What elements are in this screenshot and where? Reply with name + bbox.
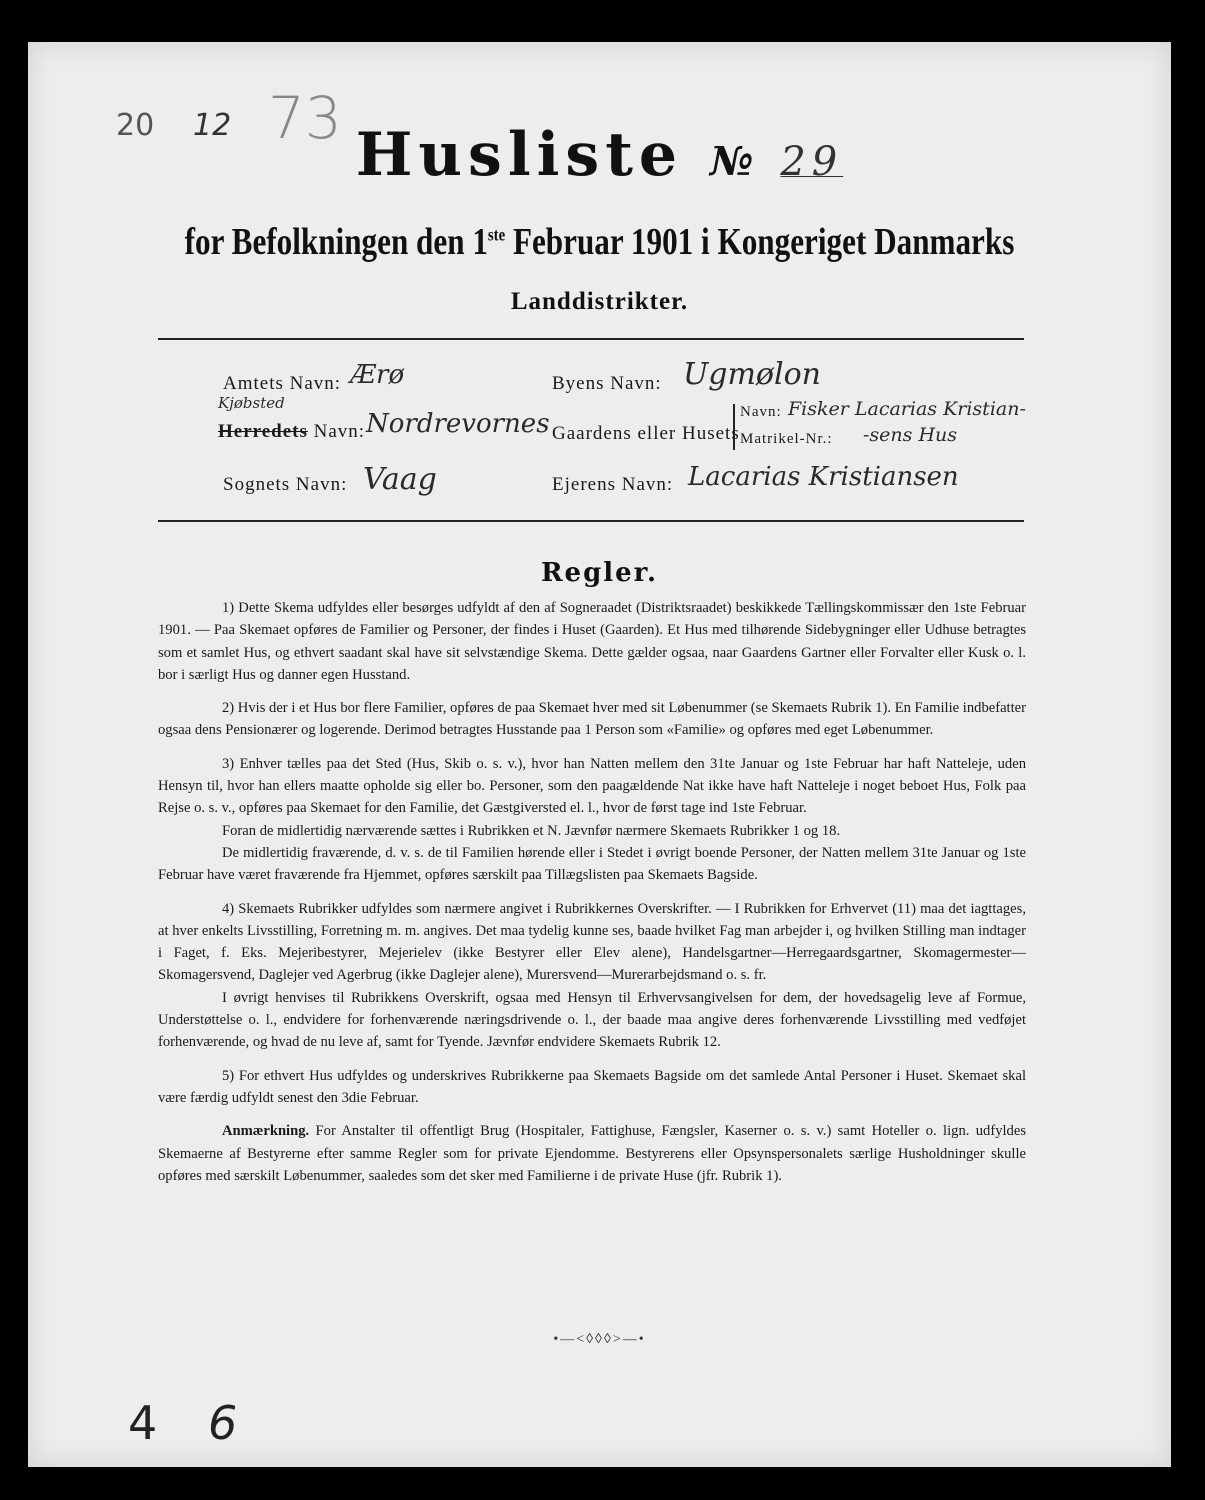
matrikel-label: Matrikel-Nr.:	[740, 431, 833, 447]
herred-label-struck: Herredets	[218, 421, 308, 442]
note-lead: Anmærkning.	[222, 1123, 310, 1140]
sogn-value: Vaag	[363, 462, 437, 497]
form-title	[28, 120, 1171, 190]
top-divider	[158, 338, 1024, 340]
ornament-divider: •—<◊◊◊>—•	[553, 1332, 646, 1347]
amt-label: Amtets Navn:	[223, 373, 342, 394]
herred-value: Nordrevornes	[366, 409, 550, 439]
amt-value: Ærø	[350, 360, 405, 390]
ejer-label: Ejerens Navn:	[552, 474, 674, 495]
archive-note-4: 4	[128, 1396, 158, 1450]
bottom-divider	[158, 520, 1024, 522]
rule-3c: De midlertidig fraværende, d. v. s. de til Familien hørende eller i Stedet i øvrigt boende Personer, der Natten mellem 31te Januar og 1ste Februar have været fraværende fra Hjemmet, opføres særskilt paa Tillægslisten paa Skemaets Bagside.	[158, 844, 1026, 884]
rule-3b: Foran de midlertidig nærværende sættes i Rubrikken et N. Jævnfør nærmere Skemaets Rubrikker 1 og 18.	[222, 822, 841, 839]
number-sign: №	[709, 138, 754, 185]
ejer-value: Lacarias Kristiansen	[688, 462, 959, 492]
byens-label: Byens Navn:	[552, 373, 662, 394]
byens-value: Ugmølon	[683, 357, 821, 392]
archive-note-20: 20	[116, 108, 155, 143]
subtitle-post: Februar 1901 i Kongeriget Danmarks	[505, 221, 1015, 263]
form-subtitle	[131, 220, 1068, 264]
census-form-page	[28, 42, 1171, 1467]
rule-3: 3) Enhver tælles paa det Sted (Hus, Skib o. s. v.), hvor han Natten mellem den 31te Januar og 1ste Februar har haft Natteleje, uden Hensyn til, hvor han ellers maatte opholde sig eller bo. Personer, som den paagældende Nat ikke have haft Natteleje i noget beboet Hus, Folk paa Rejse o. s. v., opføres paa Skemaet for den Familie, det Gæstgiversted el. l., hvor de først tage ind 1ste Februar.	[158, 755, 1026, 817]
archive-note-6: 6	[208, 1396, 238, 1450]
gaard-navn-label: Navn:	[740, 404, 782, 420]
subtitle-sup: ste	[487, 224, 506, 245]
house-number: 29	[780, 139, 844, 185]
gaard-navn-value: Fisker Lacarias Kristian-	[788, 398, 1026, 420]
rule-4b: I øvrigt henvises til Rubrikkens Overskrift, ogsaa med Hensyn til Erhvervsangivelsen for dem, der hovedsagelig leve af Formue, Understøttelse o. l., endvidere for forhenværende næringsdrivende o. l., der baade maa angive deres forhenværende Livsstilling med vedføjet forhenværende, og hvad de nu leve af, samt for Tyende. Jævnfør endvidere Skemaets Rubrik 12.	[158, 989, 1026, 1051]
herred-label-navn: Navn:	[307, 421, 366, 442]
rule-note	[158, 1120, 1026, 1187]
rule-5: 5) For ethvert Hus udfyldes og underskrives Rubrikkerne paa Skemaets Bagside om det samlede Antal Personer i Huset. Skemaet skal være færdig udfyldt senest den 3die Februar.	[158, 1067, 1026, 1106]
matrikel-value: -sens Hus	[863, 424, 957, 446]
archive-note-73: 73	[268, 84, 342, 152]
note-text: For Anstalter til offentligt Brug (Hospitaler, Fattighuse, Fængsler, Kaserner o. s. v.) samt Hoteller o. lign. udfyldes Skemaerne af Bestyrerne efter samme Regler som for private Ejendomme. Bestyrerens eller Opsynspersonalets særlige Husholdninger skulle opføres med særskilt Løbenummer, saaledes som det sker med Familierne i de private Huse (jfr. Rubrik 1).	[158, 1123, 1026, 1184]
region-heading: Landdistrikter.	[510, 288, 689, 315]
title-text: Husliste	[355, 120, 684, 190]
gaard-label: Gaardens eller Husets	[552, 423, 740, 444]
sogn-label: Sognets Navn:	[223, 474, 348, 495]
rule-4: 4) Skemaets Rubrikker udfyldes som nærmere angivet i Rubrikkernes Overskrifter. — I Rubrikken for Erhvervet (11) maa det iagttages, at hver enkelts Livsstilling, Forretning m. m. angives. Det maa tydelig kunne ses, baade hvilket Fag man arbejder i, og hvilken Stilling man indtager i Faget, f. Eks. Mejeribestyrer, Mejerielev (ikke Bestyrer eller Elev alene), Handelsgartner—Herregaardsgartner, Skomagermester—Skomagersvend, Daglejer ved Agerbrug (ikke Daglejer alene), Murersvend—Murerarbejdsmand o. s. fr.	[158, 900, 1026, 984]
rule-1: 1) Dette Skema udfyldes eller besørges udfyldt af den af Sogneraadet (Distriktsraadet) beskikkede Tællingskommissær den 1ste Februar 1901. — Paa Skemaet opføres de Familier og Personer, der findes i Huset (Gaarden). Et Hus med tilhørende Sidebygninger eller Udhuse betragtes som et samlet Hus, og ethvert saadant skal have sit selvstændige Skema. Dette gælder ogsaa, naar Gaardens Gartner eller Forvalter eller Kusk o. l. bor i særligt Hus og danner egen Husstand.	[158, 600, 1026, 683]
rules-heading: Regler.	[540, 558, 659, 588]
gaard-bracket	[733, 404, 735, 450]
archive-note-12: 12	[193, 108, 232, 143]
rule-2: 2) Hvis der i et Hus bor flere Familier, opføres de paa Skemaet hver med sit Løbenummer (se Skemaets Rubrik 1). En Familie indbefatter ogsaa dens Pensionærer og logerende. Derimod betragtes Husstande paa 1 Person som «Familie» og opføres med eget Løbenummer.	[158, 700, 1026, 739]
subtitle-pre: for Befolkningen den 1	[184, 221, 488, 263]
herred-label	[218, 421, 365, 443]
rules-text	[158, 597, 1026, 1198]
herred-correction: Kjøbsted	[218, 394, 285, 412]
